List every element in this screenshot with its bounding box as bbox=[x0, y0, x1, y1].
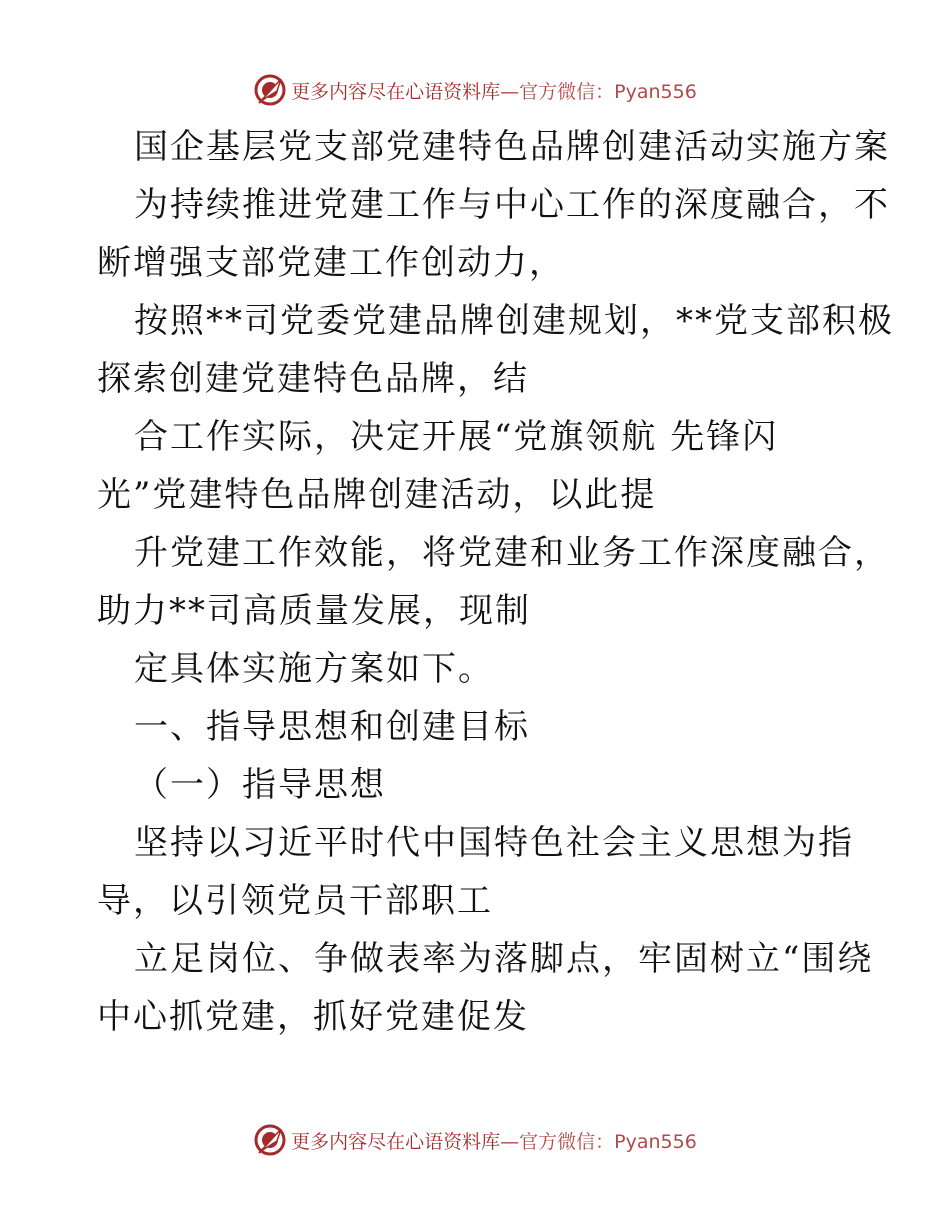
paragraph-line: 定具体实施方案如下。 bbox=[134, 649, 494, 689]
document-title: 国企基层党支部党建特色品牌创建活动实施方案 bbox=[134, 127, 890, 167]
watermark-brand: 更多内容尽在心语资料库 bbox=[291, 1130, 501, 1153]
watermark-brand: 更多内容尽在心语资料库 bbox=[291, 80, 501, 103]
paragraph-line: 升党建工作效能，将党建和业务工作深度融合， bbox=[134, 533, 890, 573]
paragraph-line: 探索创建党建特色品牌，结 bbox=[97, 359, 529, 399]
paragraph-line: 中心抓党建，抓好党建促发 bbox=[97, 997, 529, 1037]
section-heading: 一、指导思想和创建目标 bbox=[134, 707, 530, 747]
quill-logo-icon bbox=[253, 1123, 287, 1157]
watermark-contact: —官方微信：Pyan556 bbox=[500, 1130, 697, 1153]
paragraph-line: 按照**司党委党建品牌创建规划，**党支部积极 bbox=[134, 301, 894, 341]
paragraph-line: 立足岗位、争做表率为落脚点，牢固树立“围绕 bbox=[134, 939, 874, 979]
paragraph-line: 为持续推进党建工作与中心工作的深度融合，不 bbox=[134, 185, 890, 225]
footer-watermark bbox=[0, 1120, 950, 1160]
paragraph-line: 坚持以习近平时代中国特色社会主义思想为指 bbox=[134, 823, 854, 863]
paragraph-line: 光”党建特色品牌创建活动，以此提 bbox=[97, 475, 657, 515]
paragraph-line: 断增强支部党建工作创动力， bbox=[97, 243, 565, 283]
quill-logo-icon bbox=[253, 73, 287, 107]
header-watermark bbox=[0, 70, 950, 110]
paragraph-line: 合工作实际，决定开展“党旗领航 先锋闪 bbox=[134, 417, 779, 457]
subsection-heading: （一）指导思想 bbox=[134, 765, 386, 805]
paragraph-line: 助力**司高质量发展，现制 bbox=[97, 591, 531, 631]
watermark-contact: —官方微信：Pyan556 bbox=[500, 80, 697, 103]
paragraph-line: 导，以引领党员干部职工 bbox=[97, 881, 493, 921]
